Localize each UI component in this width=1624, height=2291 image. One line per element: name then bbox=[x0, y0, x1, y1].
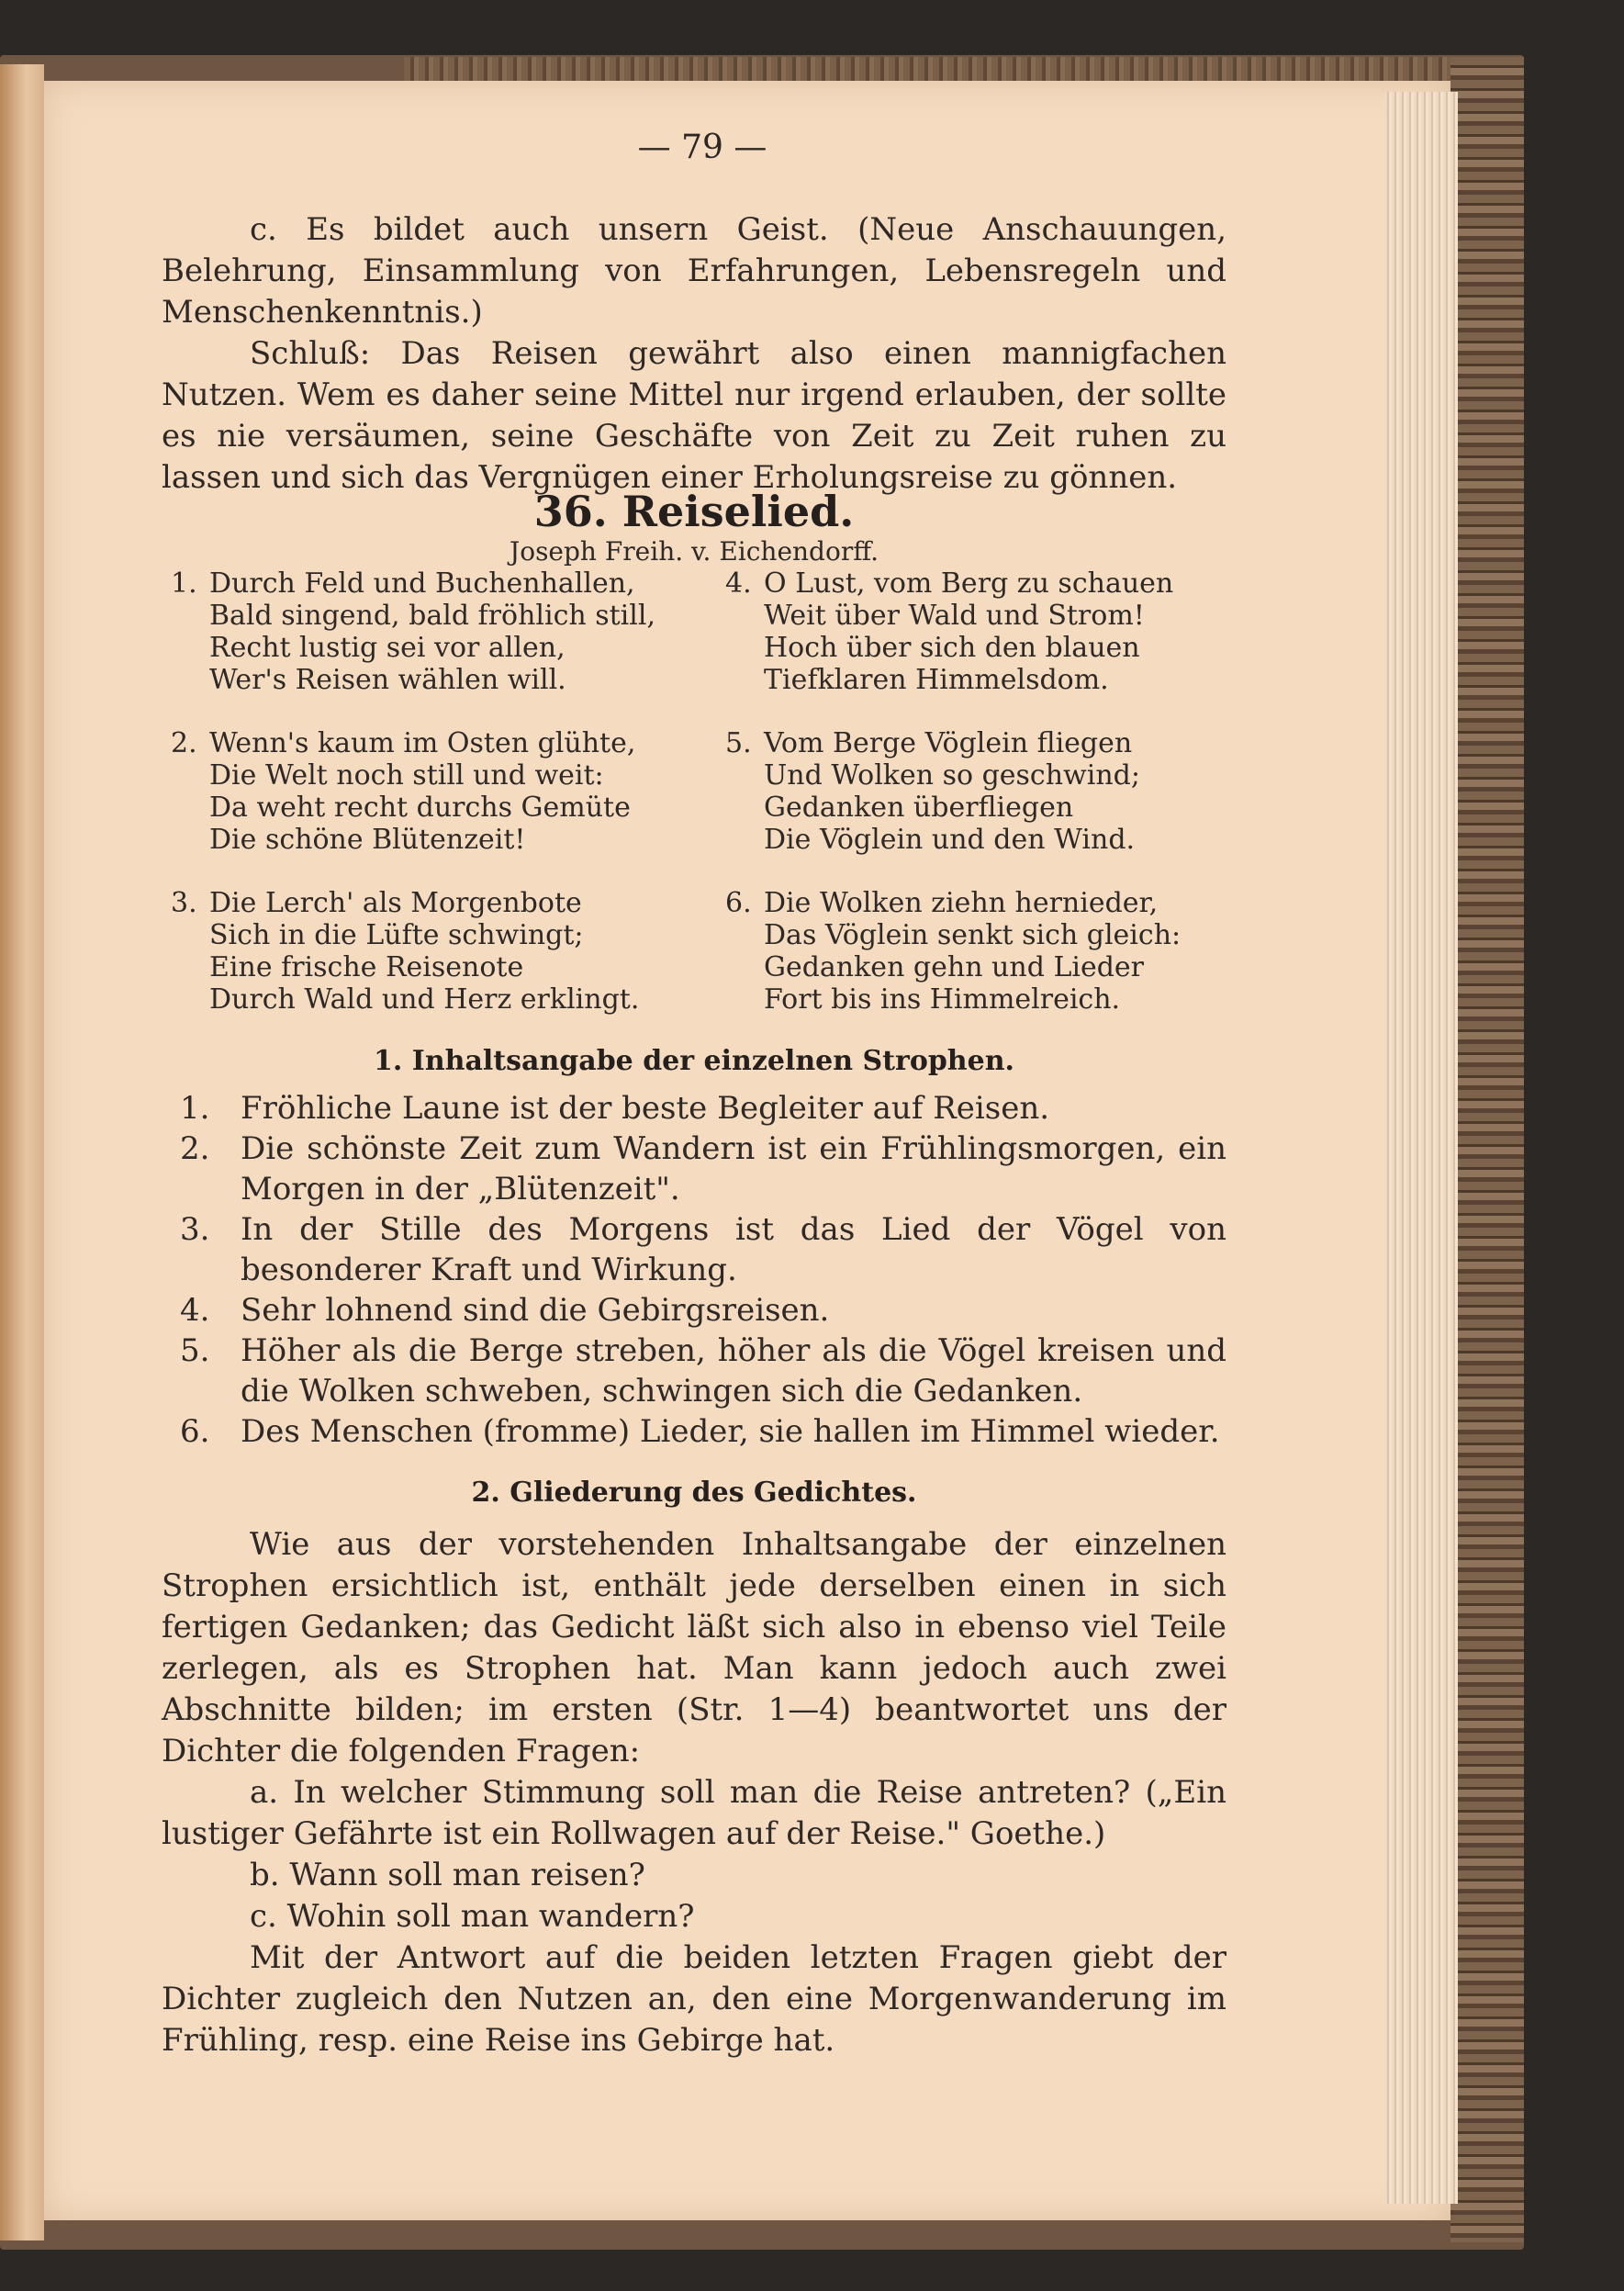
intro-paragraph-schluss: Schluß: Das Reisen gewährt also einen mannigfachen Nutzen. Wem es daher seine Mittel nur irgend erlauben, der sollte es nie versäumen, seine Geschäfte von Zeit zu Zeit ruhen zu lassen und sich das Vergnügen einer Erholungsreise zu gönnen. bbox=[162, 335, 1226, 496]
stanza-1 bbox=[171, 567, 685, 696]
item-text: Des Menschen (fromme) Lieder, sie hallen im Himmel wieder. bbox=[241, 1413, 1220, 1450]
list-item bbox=[180, 1209, 1226, 1290]
poem-line: Die Vöglein und den Wind. bbox=[764, 824, 1136, 856]
question-a: a. In welcher Stimmung soll man die Reise antreten? („Ein lustiger Gefährte ist ein Rollwagen auf der Reise." Goethe.) bbox=[162, 1774, 1226, 1852]
poem-author: Joseph Freih. v. Eichendorff. bbox=[509, 536, 879, 567]
list-item bbox=[180, 1290, 1226, 1331]
poem-line: Das Vöglein senkt sich gleich: bbox=[764, 919, 1182, 951]
list-item bbox=[180, 1088, 1226, 1129]
stanza-number: 2. bbox=[171, 727, 197, 759]
item-number: 5. bbox=[180, 1332, 210, 1369]
list-item bbox=[180, 1129, 1226, 1209]
conclusion-paragraph: Mit der Antwort auf die beiden letzten Fragen giebt der Dichter zugleich den Nutzen an, den eine Morgenwanderung im Frühling, resp. eine Reise ins Gebirge hat. bbox=[162, 1939, 1226, 2059]
poem-line: Recht lustig sei vor allen, bbox=[209, 632, 566, 664]
poem-line: O Lust, vom Berg zu schauen bbox=[764, 567, 1174, 600]
poem-line: Gedanken gehn und Lieder bbox=[764, 951, 1145, 983]
page-stack-edge bbox=[1384, 92, 1458, 2204]
poem-line: Gedanken überfliegen bbox=[764, 792, 1074, 824]
poem-line: Die Wolken ziehn hernieder, bbox=[764, 887, 1159, 919]
intro-text bbox=[162, 209, 1226, 499]
list-item bbox=[180, 1411, 1226, 1452]
question-c: c. Wohin soll man wandern? bbox=[250, 1898, 695, 1935]
stanza-number: 5. bbox=[725, 727, 752, 759]
poem-line: Da weht recht durchs Gemüte bbox=[209, 792, 631, 824]
item-number: 1. bbox=[180, 1090, 210, 1127]
stanza-number: 1. bbox=[171, 567, 197, 600]
poem-line: Die Lerch' als Morgenbote bbox=[209, 887, 582, 919]
cover-right-edge bbox=[1450, 57, 1524, 2242]
section-2-body bbox=[162, 1524, 1226, 2061]
list-item bbox=[180, 1331, 1226, 1411]
poem-line: Und Wolken so geschwind; bbox=[764, 759, 1140, 792]
poem-title: 36. Reiselied. bbox=[533, 487, 855, 536]
stanza-number: 6. bbox=[725, 887, 752, 919]
poem-line: Vom Berge Vöglein fliegen bbox=[764, 727, 1133, 759]
item-text: In der Stille des Morgens ist das Lied der Vögel von besonderer Kraft und Wirkung. bbox=[241, 1211, 1226, 1288]
stanza-6 bbox=[725, 887, 1239, 1016]
item-text: Fröhliche Laune ist der beste Begleiter auf Reisen. bbox=[241, 1090, 1050, 1127]
stanza-4 bbox=[725, 567, 1239, 696]
item-text: Die schönste Zeit zum Wandern ist ein Frühlingsmorgen, ein Morgen in der „Blütenzeit". bbox=[241, 1130, 1226, 1207]
item-text: Sehr lohnend sind die Gebirgsreisen. bbox=[241, 1292, 830, 1329]
poem-line: Die schöne Blütenzeit! bbox=[209, 824, 526, 856]
stanza-3 bbox=[171, 887, 685, 1016]
stanza-number: 4. bbox=[725, 567, 752, 600]
poem-line: Sich in die Lüfte schwingt; bbox=[209, 919, 584, 951]
poem-line: Die Welt noch still und weit: bbox=[209, 759, 604, 792]
poem-line: Durch Feld und Buchenhallen, bbox=[209, 567, 635, 600]
poem-line: Wenn's kaum im Osten glühte, bbox=[209, 727, 636, 759]
stanza-2 bbox=[171, 727, 685, 856]
section-2-heading: 2. Gliederung des Gedichtes. bbox=[471, 1477, 917, 1509]
poem-line: Wer's Reisen wählen will. bbox=[209, 664, 566, 696]
page-number: — 79 — bbox=[637, 129, 767, 166]
item-number: 3. bbox=[180, 1211, 210, 1248]
poem-line: Fort bis ins Himmelreich. bbox=[764, 983, 1121, 1016]
item-number: 2. bbox=[180, 1130, 210, 1167]
stanza-number: 3. bbox=[171, 887, 197, 919]
previous-page-edge bbox=[0, 64, 44, 2240]
item-number: 4. bbox=[180, 1292, 210, 1329]
poem-line: Durch Wald und Herz erklingt. bbox=[209, 983, 640, 1016]
analysis-paragraph: Wie aus der vorstehenden Inhaltsangabe der einzelnen Strophen ersichtlich ist, enthält jede derselben einen in sich fertigen Gedanken; das Gedicht läßt sich also in ebenso viel Teile zerlegen, als es Strophen hat. Man kann jedoch auch zwei Abschnitte bilden; im ersten (Str. 1—4) beantwortet uns der Dichter die folgenden Fragen: bbox=[162, 1526, 1226, 1769]
question-b: b. Wann soll man reisen? bbox=[250, 1857, 645, 1893]
intro-paragraph-c: c. Es bildet auch unsern Geist. (Neue Anschauungen, Belehrung, Einsammlung von Erfahrungen, Lebensregeln und Menschenkenntnis.) bbox=[162, 211, 1226, 331]
item-number: 6. bbox=[180, 1413, 210, 1450]
poem-line: Weit über Wald und Strom! bbox=[764, 600, 1145, 632]
poem-line: Tiefklaren Himmelsdom. bbox=[764, 664, 1109, 696]
strophe-summary-list bbox=[180, 1088, 1226, 1452]
stanza-5 bbox=[725, 727, 1239, 856]
section-1-heading: 1. Inhaltsangabe der einzelnen Strophen. bbox=[374, 1045, 1014, 1077]
poem-line: Eine frische Reisenote bbox=[209, 951, 524, 983]
item-text: Höher als die Berge streben, höher als die Vögel kreisen und die Wolken schweben, schwingen sich die Gedanken. bbox=[241, 1332, 1226, 1409]
poem-line: Bald singend, bald fröhlich still, bbox=[209, 600, 656, 632]
poem-line: Hoch über sich den blauen bbox=[764, 632, 1140, 664]
